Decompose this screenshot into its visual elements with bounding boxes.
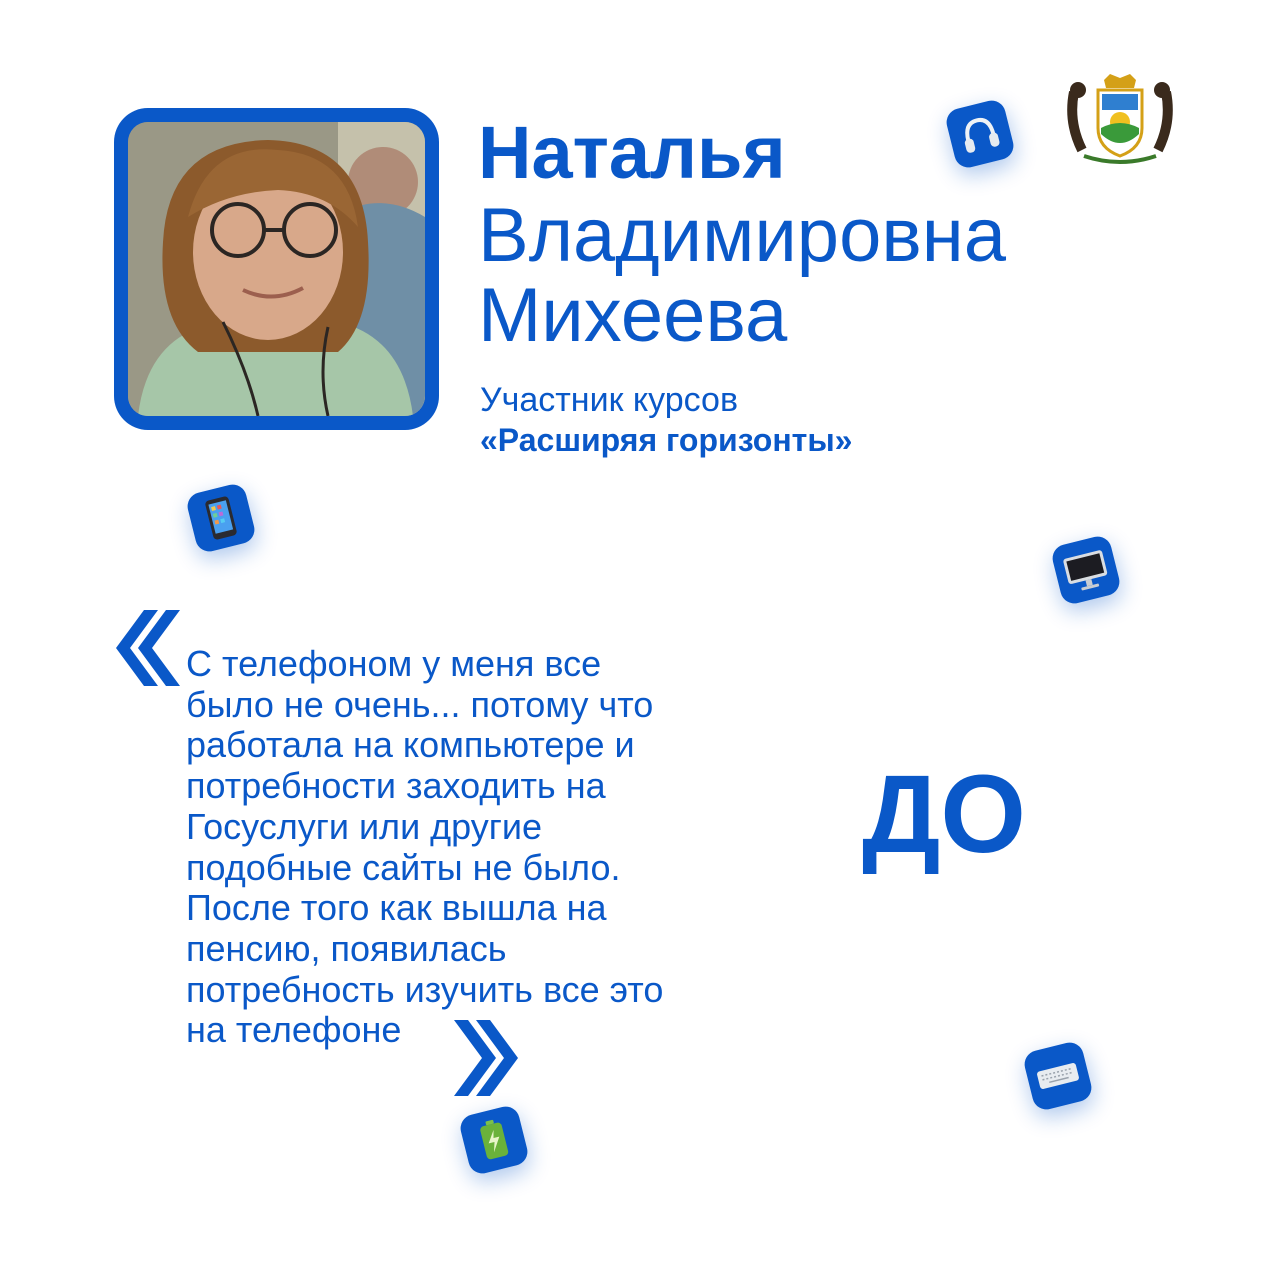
person-first-name: Наталья <box>478 111 786 194</box>
quote-line: потребности заходить на <box>186 765 606 807</box>
person-patronymic: Владимировна <box>478 193 1006 278</box>
portrait-photo <box>128 122 425 416</box>
quote-line: потребность изучить все это <box>186 968 664 1010</box>
photo-frame <box>114 108 439 430</box>
quote-text <box>186 644 786 1051</box>
quote-line: пенсию, появилась <box>186 927 507 969</box>
quote-line: подобные сайты не было. <box>186 846 621 888</box>
quote-line: было не очень... потому что <box>186 683 654 725</box>
quote-open-icon <box>108 608 180 693</box>
headphones-icon <box>944 98 1017 171</box>
person-full-name-rest <box>478 193 1006 358</box>
battery-icon <box>458 1104 531 1177</box>
quote-line: на телефоне <box>186 1009 402 1051</box>
smartphone-icon <box>185 482 258 555</box>
coat-of-arms-icon <box>1064 72 1176 171</box>
role-caption: Участник курсов <box>480 381 739 419</box>
quote-line: работала на компьютере и <box>186 724 635 766</box>
monitor-icon <box>1050 534 1123 607</box>
person-surname: Михеева <box>478 273 788 358</box>
stage-label: ДО <box>862 753 1026 876</box>
quote-line: С телефоном у меня все <box>186 643 602 684</box>
course-name: «Расширяя горизонты» <box>480 422 853 458</box>
quote-line: Госуслуги или другие <box>186 805 543 847</box>
keyboard-icon <box>1022 1040 1095 1113</box>
quote-line: После того как вышла на <box>186 887 607 929</box>
